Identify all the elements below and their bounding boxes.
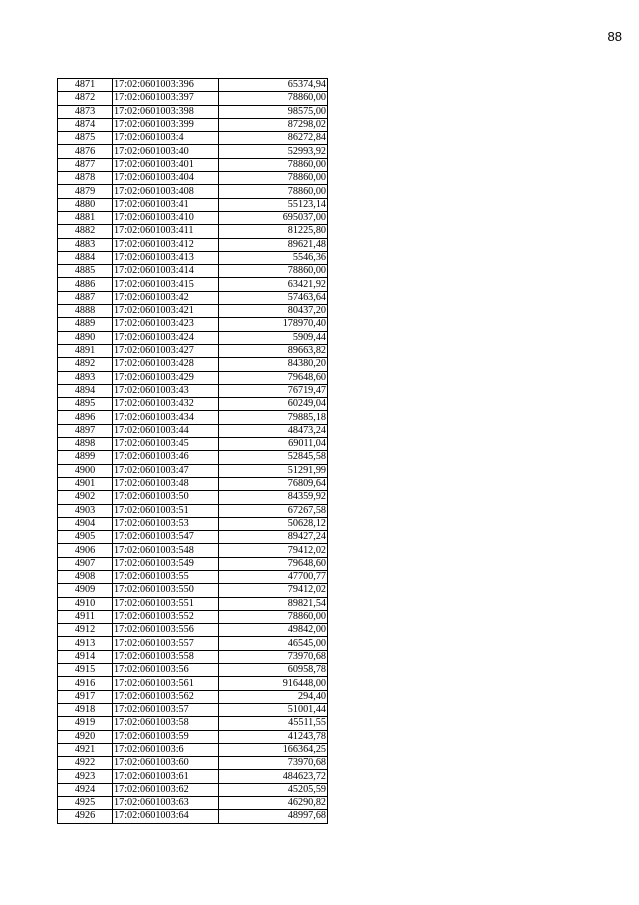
cadastral-number-cell: 17:02:0601003:429 <box>113 371 219 384</box>
table-row <box>58 211 328 224</box>
row-number-cell: 4908 <box>58 570 113 583</box>
value-cell: 916448,00 <box>219 677 328 690</box>
table-row <box>58 743 328 756</box>
cadastral-number-cell: 17:02:0601003:414 <box>113 265 219 278</box>
cadastral-number-cell: 17:02:0601003:411 <box>113 225 219 238</box>
value-cell: 45205,59 <box>219 783 328 796</box>
table-row <box>58 265 328 278</box>
cadastral-number-cell: 17:02:0601003:62 <box>113 783 219 796</box>
value-cell: 79412,02 <box>219 584 328 597</box>
table-row <box>58 238 328 251</box>
row-number-cell: 4896 <box>58 411 113 424</box>
row-number-cell: 4882 <box>58 225 113 238</box>
cadastral-number-cell: 17:02:0601003:401 <box>113 158 219 171</box>
row-number-cell: 4873 <box>58 105 113 118</box>
value-cell: 63421,92 <box>219 278 328 291</box>
table-row <box>58 677 328 690</box>
value-cell: 78860,00 <box>219 185 328 198</box>
cadastral-number-cell: 17:02:0601003:427 <box>113 344 219 357</box>
cadastral-number-cell: 17:02:0601003:428 <box>113 358 219 371</box>
table-row <box>58 158 328 171</box>
table-row <box>58 358 328 371</box>
table-row <box>58 451 328 464</box>
cadastral-number-cell: 17:02:0601003:552 <box>113 610 219 623</box>
table-row <box>58 477 328 490</box>
cadastral-number-cell: 17:02:0601003:48 <box>113 477 219 490</box>
table-row <box>58 438 328 451</box>
cadastral-number-cell: 17:02:0601003:404 <box>113 172 219 185</box>
cadastral-number-cell: 17:02:0601003:415 <box>113 278 219 291</box>
cadastral-number-cell: 17:02:0601003:45 <box>113 438 219 451</box>
row-number-cell: 4924 <box>58 783 113 796</box>
table-row <box>58 105 328 118</box>
row-number-cell: 4885 <box>58 265 113 278</box>
cadastral-number-cell: 17:02:0601003:547 <box>113 531 219 544</box>
value-cell: 98575,00 <box>219 105 328 118</box>
row-number-cell: 4922 <box>58 757 113 770</box>
value-cell: 294,40 <box>219 690 328 703</box>
table-row <box>58 504 328 517</box>
row-number-cell: 4890 <box>58 331 113 344</box>
value-cell: 76809,64 <box>219 477 328 490</box>
row-number-cell: 4917 <box>58 690 113 703</box>
cadastral-number-cell: 17:02:0601003:410 <box>113 211 219 224</box>
value-cell: 46290,82 <box>219 797 328 810</box>
value-cell: 57463,64 <box>219 291 328 304</box>
cadastral-number-cell: 17:02:0601003:42 <box>113 291 219 304</box>
row-number-cell: 4895 <box>58 398 113 411</box>
cadastral-number-cell: 17:02:0601003:561 <box>113 677 219 690</box>
table-row <box>58 331 328 344</box>
value-cell: 73970,68 <box>219 650 328 663</box>
cadastral-number-cell: 17:02:0601003:549 <box>113 557 219 570</box>
row-number-cell: 4897 <box>58 424 113 437</box>
value-cell: 52993,92 <box>219 145 328 158</box>
value-cell: 89821,54 <box>219 597 328 610</box>
cadastral-number-cell: 17:02:0601003:61 <box>113 770 219 783</box>
table-row <box>58 703 328 716</box>
cadastral-number-cell: 17:02:0601003:434 <box>113 411 219 424</box>
cadastral-number-cell: 17:02:0601003:53 <box>113 517 219 530</box>
value-cell: 78860,00 <box>219 172 328 185</box>
row-number-cell: 4910 <box>58 597 113 610</box>
cadastral-value-table <box>57 78 328 824</box>
table-row <box>58 92 328 105</box>
table-row <box>58 624 328 637</box>
cadastral-number-cell: 17:02:0601003:60 <box>113 757 219 770</box>
cadastral-number-cell: 17:02:0601003:408 <box>113 185 219 198</box>
cadastral-number-cell: 17:02:0601003:51 <box>113 504 219 517</box>
value-cell: 81225,80 <box>219 225 328 238</box>
value-cell: 84380,20 <box>219 358 328 371</box>
cadastral-number-cell: 17:02:0601003:562 <box>113 690 219 703</box>
table-row <box>58 650 328 663</box>
cadastral-number-cell: 17:02:0601003:551 <box>113 597 219 610</box>
value-cell: 79412,02 <box>219 544 328 557</box>
value-cell: 73970,68 <box>219 757 328 770</box>
cadastral-number-cell: 17:02:0601003:412 <box>113 238 219 251</box>
value-cell: 60958,78 <box>219 664 328 677</box>
value-cell: 50628,12 <box>219 517 328 530</box>
value-cell: 5546,36 <box>219 251 328 264</box>
cadastral-number-cell: 17:02:0601003:396 <box>113 79 219 92</box>
value-cell: 695037,00 <box>219 211 328 224</box>
table-row <box>58 145 328 158</box>
row-number-cell: 4916 <box>58 677 113 690</box>
cadastral-number-cell: 17:02:0601003:44 <box>113 424 219 437</box>
row-number-cell: 4901 <box>58 477 113 490</box>
row-number-cell: 4905 <box>58 531 113 544</box>
row-number-cell: 4898 <box>58 438 113 451</box>
value-cell: 69011,04 <box>219 438 328 451</box>
value-cell: 65374,94 <box>219 79 328 92</box>
row-number-cell: 4887 <box>58 291 113 304</box>
row-number-cell: 4923 <box>58 770 113 783</box>
cadastral-number-cell: 17:02:0601003:41 <box>113 198 219 211</box>
value-cell: 79885,18 <box>219 411 328 424</box>
row-number-cell: 4874 <box>58 118 113 131</box>
cadastral-number-cell: 17:02:0601003:4 <box>113 132 219 145</box>
table-row <box>58 278 328 291</box>
value-cell: 48473,24 <box>219 424 328 437</box>
row-number-cell: 4888 <box>58 305 113 318</box>
cadastral-number-cell: 17:02:0601003:558 <box>113 650 219 663</box>
row-number-cell: 4876 <box>58 145 113 158</box>
table-row <box>58 424 328 437</box>
table-row <box>58 411 328 424</box>
table-row <box>58 810 328 823</box>
row-number-cell: 4904 <box>58 517 113 530</box>
row-number-cell: 4914 <box>58 650 113 663</box>
row-number-cell: 4892 <box>58 358 113 371</box>
row-number-cell: 4900 <box>58 464 113 477</box>
value-cell: 80437,20 <box>219 305 328 318</box>
cadastral-number-cell: 17:02:0601003:421 <box>113 305 219 318</box>
cadastral-number-cell: 17:02:0601003:57 <box>113 703 219 716</box>
row-number-cell: 4884 <box>58 251 113 264</box>
table-row <box>58 637 328 650</box>
value-cell: 178970,40 <box>219 318 328 331</box>
cadastral-number-cell: 17:02:0601003:58 <box>113 717 219 730</box>
row-number-cell: 4872 <box>58 92 113 105</box>
row-number-cell: 4920 <box>58 730 113 743</box>
cadastral-number-cell: 17:02:0601003:56 <box>113 664 219 677</box>
cadastral-number-cell: 17:02:0601003:432 <box>113 398 219 411</box>
row-number-cell: 4878 <box>58 172 113 185</box>
cadastral-number-cell: 17:02:0601003:40 <box>113 145 219 158</box>
value-cell: 55123,14 <box>219 198 328 211</box>
cadastral-number-cell: 17:02:0601003:43 <box>113 384 219 397</box>
value-cell: 51291,99 <box>219 464 328 477</box>
cadastral-number-cell: 17:02:0601003:46 <box>113 451 219 464</box>
row-number-cell: 4891 <box>58 344 113 357</box>
table-row <box>58 118 328 131</box>
table-row <box>58 557 328 570</box>
cadastral-number-cell: 17:02:0601003:63 <box>113 797 219 810</box>
cadastral-number-cell: 17:02:0601003:59 <box>113 730 219 743</box>
value-cell: 5909,44 <box>219 331 328 344</box>
value-cell: 48997,68 <box>219 810 328 823</box>
value-cell: 78860,00 <box>219 158 328 171</box>
table-row <box>58 384 328 397</box>
cadastral-number-cell: 17:02:0601003:397 <box>113 92 219 105</box>
table-row <box>58 517 328 530</box>
row-number-cell: 4894 <box>58 384 113 397</box>
table-row <box>58 664 328 677</box>
row-number-cell: 4915 <box>58 664 113 677</box>
row-number-cell: 4919 <box>58 717 113 730</box>
row-number-cell: 4903 <box>58 504 113 517</box>
cadastral-number-cell: 17:02:0601003:399 <box>113 118 219 131</box>
cadastral-number-cell: 17:02:0601003:413 <box>113 251 219 264</box>
table-row <box>58 318 328 331</box>
table-row <box>58 717 328 730</box>
table-row <box>58 544 328 557</box>
value-cell: 45511,55 <box>219 717 328 730</box>
value-cell: 78860,00 <box>219 610 328 623</box>
table-row <box>58 464 328 477</box>
value-cell: 79648,60 <box>219 557 328 570</box>
table-row <box>58 610 328 623</box>
cadastral-number-cell: 17:02:0601003:556 <box>113 624 219 637</box>
cadastral-number-cell: 17:02:0601003:6 <box>113 743 219 756</box>
table-body <box>58 79 328 824</box>
row-number-cell: 4912 <box>58 624 113 637</box>
table-row <box>58 690 328 703</box>
table-row <box>58 371 328 384</box>
table-row <box>58 305 328 318</box>
table-row <box>58 770 328 783</box>
row-number-cell: 4881 <box>58 211 113 224</box>
value-cell: 49842,00 <box>219 624 328 637</box>
row-number-cell: 4913 <box>58 637 113 650</box>
page-number: 88 <box>607 29 622 44</box>
table-row <box>58 225 328 238</box>
row-number-cell: 4909 <box>58 584 113 597</box>
table-row <box>58 797 328 810</box>
row-number-cell: 4889 <box>58 318 113 331</box>
table-row <box>58 570 328 583</box>
value-cell: 166364,25 <box>219 743 328 756</box>
cadastral-number-cell: 17:02:0601003:424 <box>113 331 219 344</box>
cadastral-number-cell: 17:02:0601003:47 <box>113 464 219 477</box>
value-cell: 79648,60 <box>219 371 328 384</box>
value-cell: 52845,58 <box>219 451 328 464</box>
value-cell: 89427,24 <box>219 531 328 544</box>
value-cell: 87298,02 <box>219 118 328 131</box>
row-number-cell: 4906 <box>58 544 113 557</box>
table-row <box>58 491 328 504</box>
value-cell: 76719,47 <box>219 384 328 397</box>
cadastral-number-cell: 17:02:0601003:550 <box>113 584 219 597</box>
row-number-cell: 4926 <box>58 810 113 823</box>
row-number-cell: 4902 <box>58 491 113 504</box>
value-cell: 89621,48 <box>219 238 328 251</box>
row-number-cell: 4921 <box>58 743 113 756</box>
value-cell: 78860,00 <box>219 265 328 278</box>
row-number-cell: 4871 <box>58 79 113 92</box>
value-cell: 78860,00 <box>219 92 328 105</box>
cadastral-number-cell: 17:02:0601003:398 <box>113 105 219 118</box>
table-row <box>58 398 328 411</box>
row-number-cell: 4893 <box>58 371 113 384</box>
cadastral-number-cell: 17:02:0601003:50 <box>113 491 219 504</box>
row-number-cell: 4907 <box>58 557 113 570</box>
row-number-cell: 4883 <box>58 238 113 251</box>
table-row <box>58 291 328 304</box>
value-cell: 89663,82 <box>219 344 328 357</box>
row-number-cell: 4879 <box>58 185 113 198</box>
table-row <box>58 584 328 597</box>
value-cell: 484623,72 <box>219 770 328 783</box>
table-row <box>58 79 328 92</box>
cadastral-number-cell: 17:02:0601003:557 <box>113 637 219 650</box>
row-number-cell: 4899 <box>58 451 113 464</box>
table-row <box>58 597 328 610</box>
table-row <box>58 730 328 743</box>
value-cell: 47700,77 <box>219 570 328 583</box>
table-row <box>58 251 328 264</box>
table-row <box>58 757 328 770</box>
row-number-cell: 4918 <box>58 703 113 716</box>
table-row <box>58 172 328 185</box>
row-number-cell: 4886 <box>58 278 113 291</box>
value-cell: 84359,92 <box>219 491 328 504</box>
row-number-cell: 4925 <box>58 797 113 810</box>
row-number-cell: 4877 <box>58 158 113 171</box>
cadastral-number-cell: 17:02:0601003:64 <box>113 810 219 823</box>
value-cell: 60249,04 <box>219 398 328 411</box>
value-cell: 86272,84 <box>219 132 328 145</box>
row-number-cell: 4911 <box>58 610 113 623</box>
row-number-cell: 4875 <box>58 132 113 145</box>
value-cell: 67267,58 <box>219 504 328 517</box>
value-cell: 51001,44 <box>219 703 328 716</box>
table-row <box>58 132 328 145</box>
cadastral-number-cell: 17:02:0601003:423 <box>113 318 219 331</box>
cadastral-number-cell: 17:02:0601003:55 <box>113 570 219 583</box>
table-row <box>58 198 328 211</box>
value-cell: 46545,00 <box>219 637 328 650</box>
cadastral-number-cell: 17:02:0601003:548 <box>113 544 219 557</box>
value-cell: 41243,78 <box>219 730 328 743</box>
table-row <box>58 531 328 544</box>
table-row <box>58 185 328 198</box>
table-row <box>58 783 328 796</box>
row-number-cell: 4880 <box>58 198 113 211</box>
table-row <box>58 344 328 357</box>
